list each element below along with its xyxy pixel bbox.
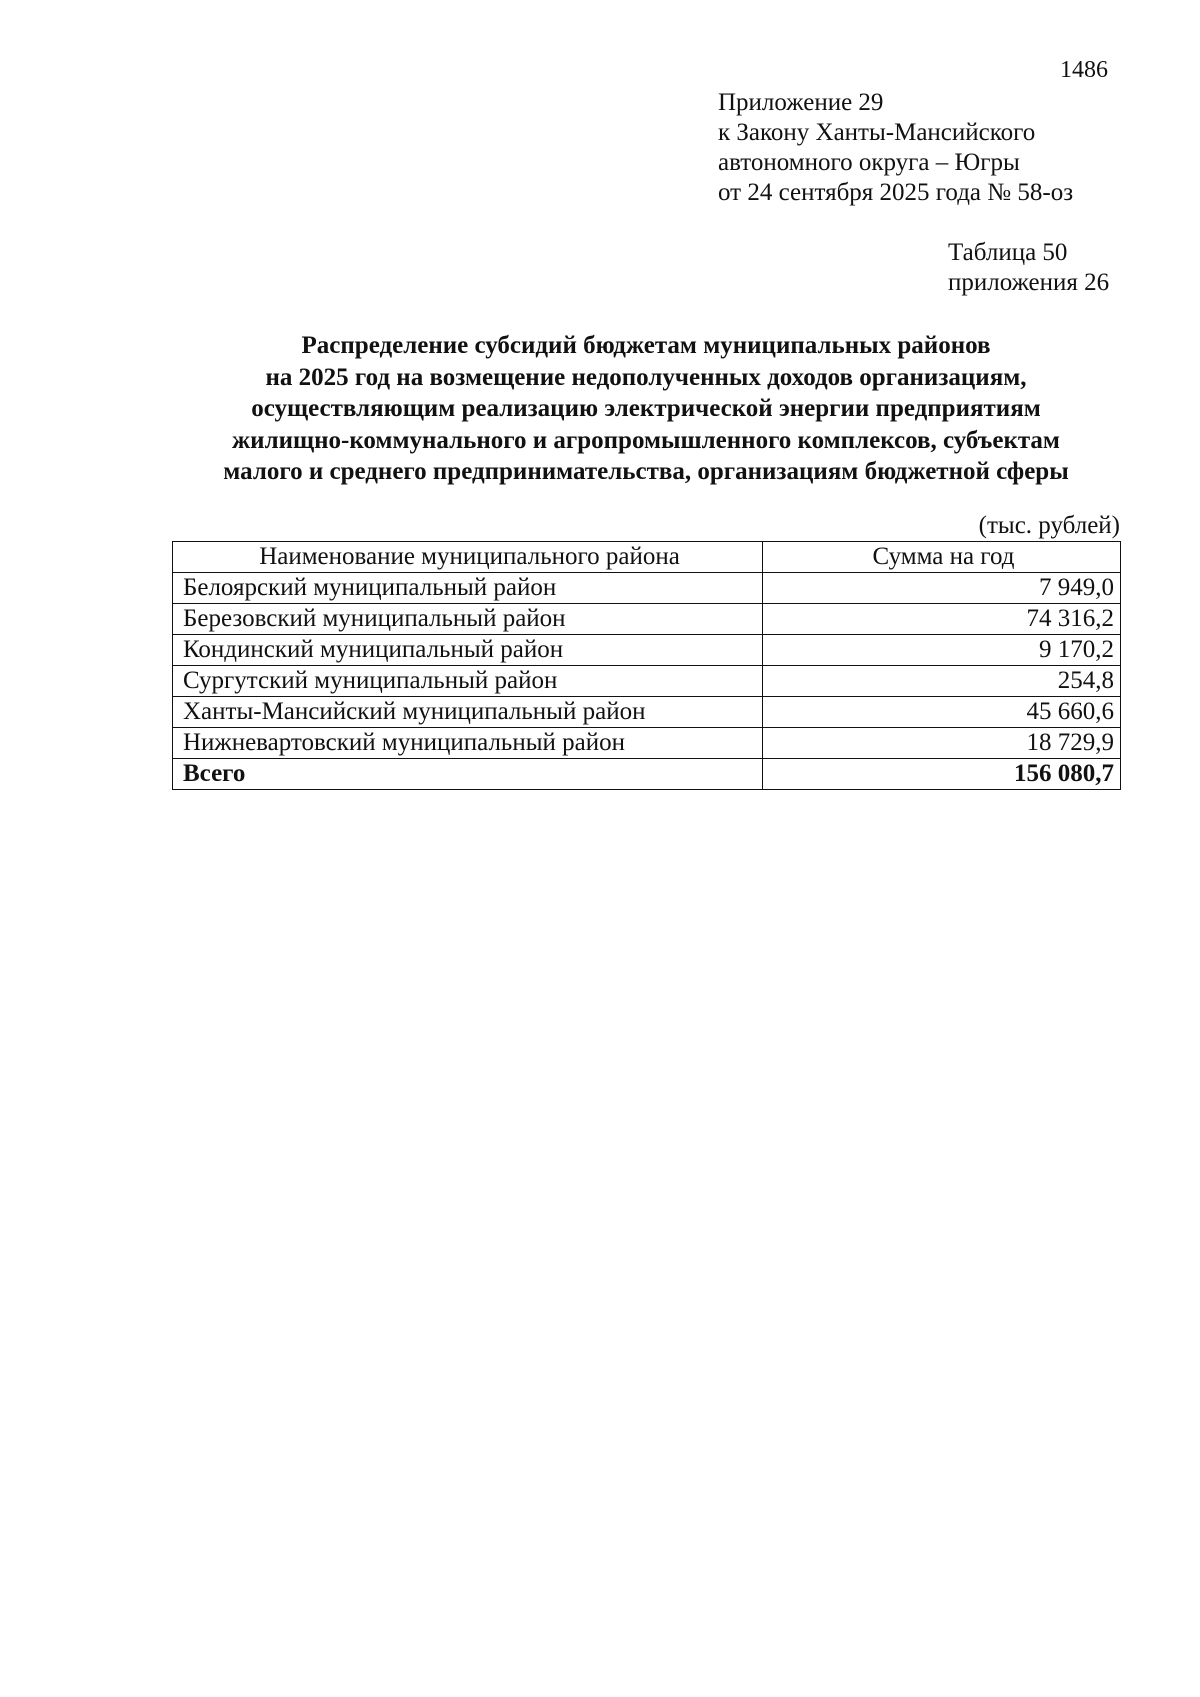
page-number: 1486	[1060, 57, 1108, 83]
title-line: Распределение субсидий бюджетам муниципальных районов	[301, 332, 991, 359]
total-amount: 156 080,7	[763, 759, 1121, 790]
table-ref-line: Таблица 50	[948, 239, 1068, 266]
table-reference	[948, 238, 1109, 298]
total-row	[173, 759, 1121, 790]
title-line: осуществляющим реализацию электрической энергии предприятиям	[251, 395, 1041, 422]
district-name: Сургутский муниципальный район	[173, 666, 763, 697]
column-header-district: Наименование муниципального района	[173, 542, 763, 573]
district-name: Белоярский муниципальный район	[173, 573, 763, 604]
table-row	[173, 666, 1121, 697]
table-row	[173, 573, 1121, 604]
table-row	[173, 728, 1121, 759]
district-name: Кондинский муниципальный район	[173, 635, 763, 666]
title-line: на 2025 год на возмещение недополученных доходов организациям,	[265, 363, 1027, 391]
units-label: (тыс. рублей)	[978, 512, 1120, 539]
total-label: Всего	[173, 759, 763, 790]
appendix-line: автономного округа – Югры	[718, 149, 1020, 176]
column-header-amount: Сумма на год	[763, 542, 1121, 573]
table-row	[173, 697, 1121, 728]
district-name: Нижневартовский муниципальный район	[173, 728, 763, 759]
appendix-reference	[718, 88, 1073, 208]
district-name: Ханты-Мансийский муниципальный район	[173, 697, 763, 728]
table-ref-line: приложения 26	[948, 269, 1110, 296]
table-header-row	[173, 542, 1121, 573]
district-name: Березовский муниципальный район	[173, 604, 763, 635]
district-amount: 45 660,6	[763, 697, 1121, 728]
appendix-line: от 24 сентября 2025 года № 58-оз	[718, 179, 1074, 206]
document-title	[170, 330, 1122, 488]
district-amount: 18 729,9	[763, 728, 1121, 759]
title-line: малого и среднего предпринимательства, организациям бюджетной сферы	[223, 458, 1069, 485]
title-line: жилищно-коммунального и агропромышленного комплексов, субъектам	[232, 426, 1060, 454]
district-amount: 254,8	[763, 666, 1121, 697]
appendix-line: Приложение 29	[718, 89, 884, 116]
table-row	[173, 604, 1121, 635]
subsidy-table	[172, 541, 1121, 790]
district-amount: 74 316,2	[763, 604, 1121, 635]
district-amount: 7 949,0	[763, 573, 1121, 604]
table-row	[173, 635, 1121, 666]
district-amount: 9 170,2	[763, 635, 1121, 666]
appendix-line: к Закону Ханты-Мансийского	[718, 119, 1036, 146]
